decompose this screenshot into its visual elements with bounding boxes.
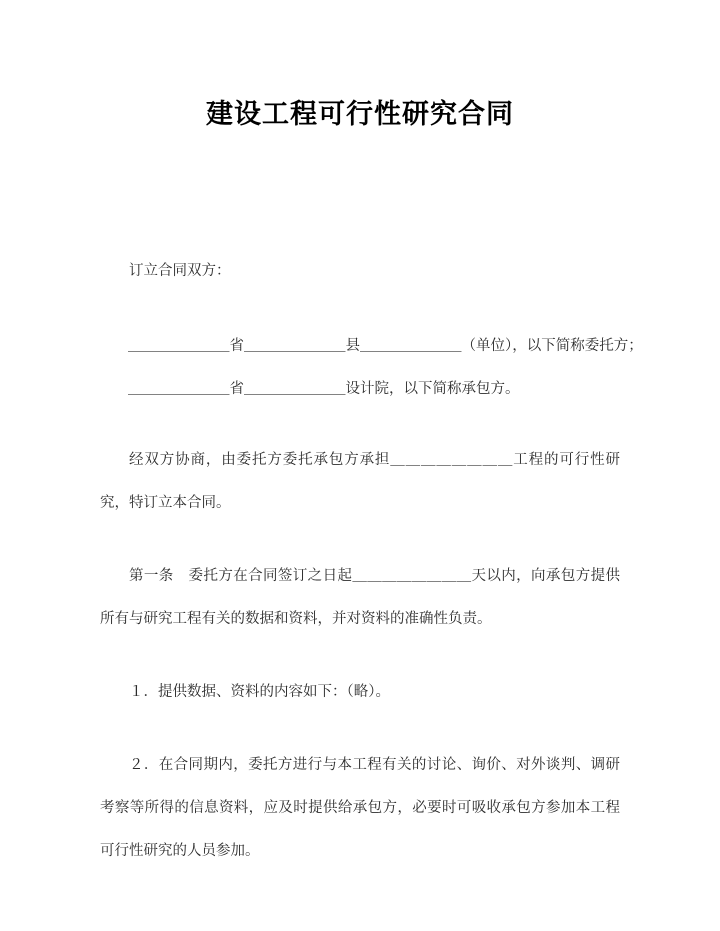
spacer (100, 411, 620, 439)
preamble-paragraph: 经双方协商，由委托方委托承包方承担＿＿＿＿＿＿＿＿工程的可行性研究，特订立本合同。 (100, 452, 620, 511)
spacer (100, 293, 620, 325)
page-title: 建设工程可行性研究合同 (206, 99, 514, 131)
spacer (100, 714, 620, 744)
article-one-item-2: ２．在合同期内，委托方进行与本工程有关的讨论、询价、对外谈判、调研考察等所得的信息资料，应及时提供给承包方，必要时可吸收承包方参加本工程可行性研究的人员参加。 (100, 757, 620, 859)
party-contractor-line: ＿＿＿＿＿＿＿省＿＿＿＿＿＿＿设计院，以下简称承包方。 (128, 381, 520, 397)
article-one-paragraph: 第一条 委托方在合同签订之日起＿＿＿＿＿＿＿＿天以内，向承包方提供所有与研究工程有关的数据和资料，并对资料的准确性负责。 (100, 568, 620, 627)
party-client-line: ＿＿＿＿＿＿＿省＿＿＿＿＿＿＿县＿＿＿＿＿＿＿（单位），以下简称委托方； (128, 338, 643, 354)
spacer (100, 525, 620, 555)
document-body (100, 250, 643, 873)
parties-heading: 订立合同双方： (129, 263, 231, 279)
spacer (100, 641, 620, 671)
article-one-item-1: １．提供数据、资料的内容如下：（略）。 (129, 684, 390, 700)
